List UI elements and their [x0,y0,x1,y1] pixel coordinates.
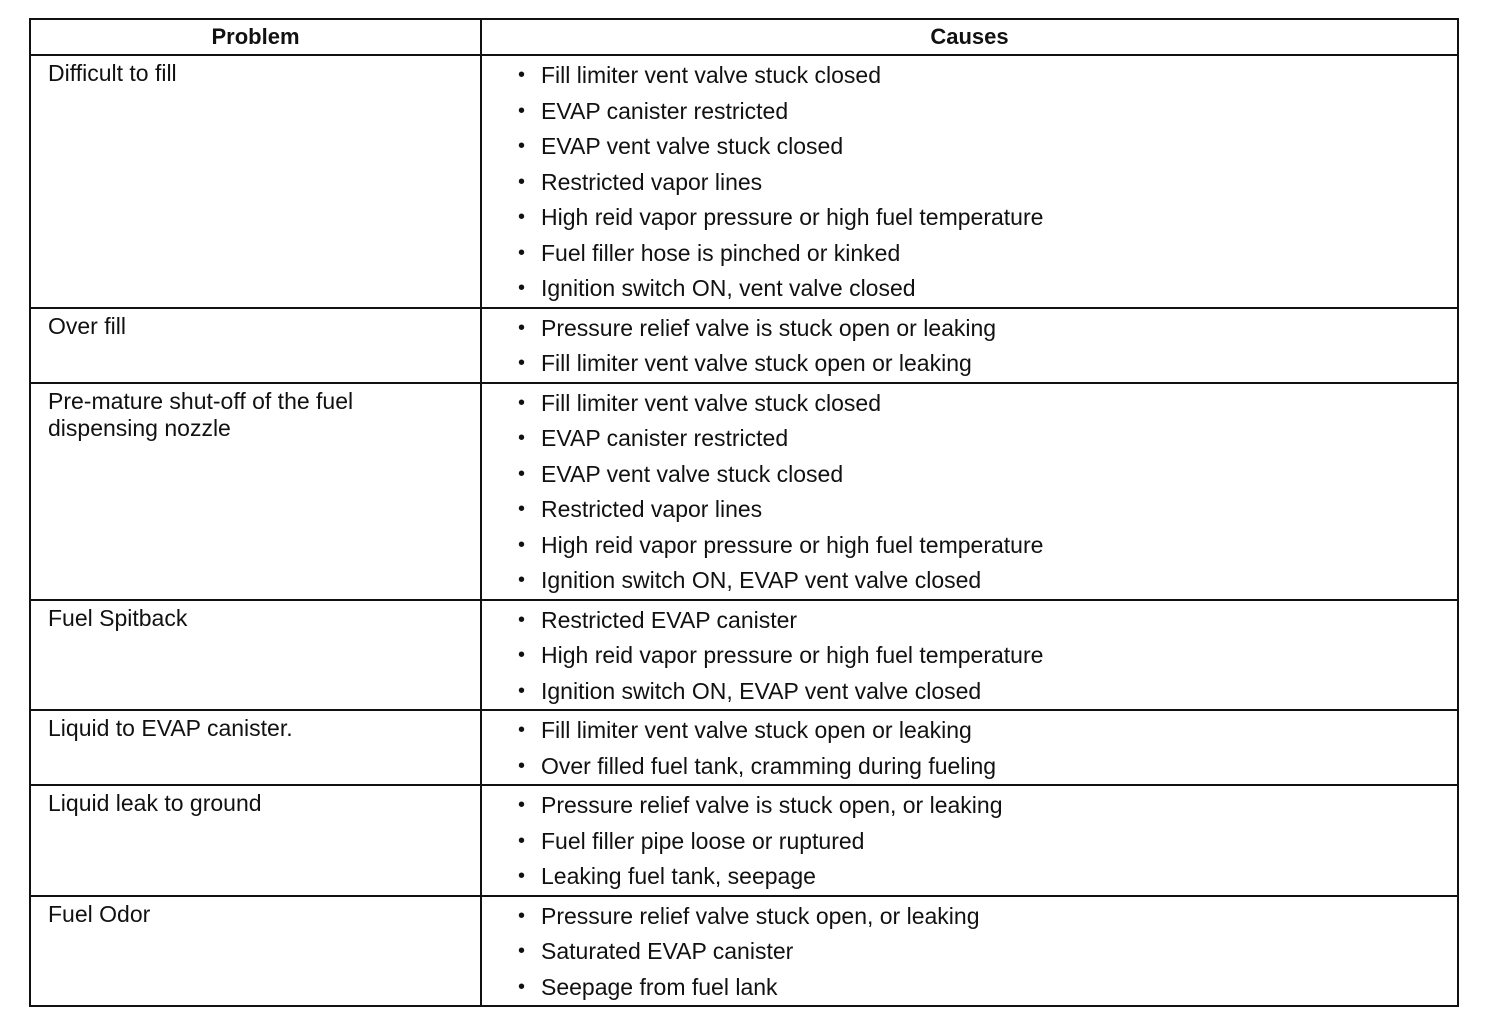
bullet-icon: • [518,569,526,591]
cause-item [516,236,1457,272]
bullet-icon: • [518,865,526,887]
table-body [30,55,1458,1006]
cause-text: High reid vapor pressure or high fuel temperature [541,642,1044,668]
bullet-icon: • [518,206,526,228]
cause-item [516,457,1457,493]
cause-text: Fill limiter vent valve stuck open or leaking [541,717,972,743]
problem-column-header: Problem [30,19,481,55]
problem-cell: Over fill [30,308,481,383]
cause-item [516,603,1457,639]
cause-item [516,749,1457,785]
bullet-icon: • [518,99,526,122]
cause-item [516,386,1457,422]
cause-text: Ignition switch ON, EVAP vent valve closed [541,677,982,704]
bullet-icon: • [518,608,526,631]
header-row [30,19,1458,55]
cause-text: Saturated EVAP canister [541,938,794,964]
cause-text: Seepage from fuel lank [541,973,778,1000]
cause-item [516,934,1457,970]
bullet-icon: • [518,352,526,374]
bullet-icon: • [518,64,526,86]
cause-text: Pressure relief valve is stuck open, or leaking [541,792,1003,818]
cause-item [516,492,1457,528]
cause-text: EVAP canister restricted [541,425,789,451]
table-row [30,55,1458,308]
cause-text: Restricted vapor lines [541,496,763,522]
table-row [30,896,1458,1007]
cause-item [516,713,1457,749]
cause-text: Fill limiter vent valve stuck open or leaking [541,350,972,376]
bullet-icon: • [518,462,526,485]
table-row [30,308,1458,383]
problem-cell: Fuel Spitback [30,600,481,711]
bullet-icon: • [518,427,526,449]
bullet-icon: • [518,498,526,520]
problem-cell: Pre-mature shut-off of the fuel dispensing nozzle [30,383,481,600]
cause-item [516,346,1457,382]
cause-item [516,271,1457,307]
cause-text: EVAP canister restricted [541,97,789,124]
bullet-icon: • [518,170,526,193]
table-row [30,600,1458,711]
bullet-icon: • [518,829,526,852]
cause-item [516,528,1457,564]
problem-cell: Liquid leak to ground [30,785,481,896]
cause-text: Restricted EVAP canister [541,606,798,633]
cause-item [516,788,1457,824]
bullet-icon: • [518,940,526,962]
cause-text: Ignition switch ON, vent valve closed [541,275,916,301]
cause-list [516,311,1457,382]
cause-text: EVAP vent valve stuck closed [541,133,844,159]
cause-list [516,58,1457,307]
cause-item [516,970,1457,1006]
bullet-icon: • [518,533,526,556]
cause-item [516,824,1457,860]
cause-text: High reid vapor pressure or high fuel temperature [541,204,1044,230]
cause-item [516,200,1457,236]
cause-text: Fuel filler hose is pinched or kinked [541,239,901,266]
table-header [30,19,1458,55]
cause-list [516,386,1457,599]
troubleshooting-table [29,18,1459,1007]
table-row [30,785,1458,896]
bullet-icon: • [518,241,526,264]
cause-item [516,165,1457,201]
bullet-icon: • [518,754,526,777]
cause-item [516,563,1457,599]
causes-cell [481,383,1458,600]
table-row [30,710,1458,785]
bullet-icon: • [518,277,526,299]
bullet-icon: • [518,904,526,927]
cause-list [516,788,1457,895]
causes-cell [481,896,1458,1007]
problem-cell: Difficult to fill [30,55,481,308]
cause-item [516,899,1457,935]
cause-text: EVAP vent valve stuck closed [541,460,844,487]
table-row [30,383,1458,600]
bullet-icon: • [518,719,526,741]
causes-cell [481,308,1458,383]
cause-text: Pressure relief valve is stuck open or leaking [541,314,997,341]
cause-list [516,603,1457,710]
cause-text: Fuel filler pipe loose or ruptured [541,827,865,854]
cause-text: Pressure relief valve stuck open, or leaking [541,902,980,929]
cause-text: Fill limiter vent valve stuck closed [541,389,881,416]
cause-text: Restricted vapor lines [541,168,763,195]
causes-cell [481,600,1458,711]
cause-list [516,899,1457,1006]
cause-text: Ignition switch ON, EVAP vent valve closed [541,567,982,593]
cause-text: Over filled fuel tank, cramming during fueling [541,752,997,779]
cause-text: Leaking fuel tank, seepage [541,863,816,889]
problem-cell: Liquid to EVAP canister. [30,710,481,785]
problem-cell: Fuel Odor [30,896,481,1007]
cause-item [516,638,1457,674]
cause-item [516,58,1457,94]
bullet-icon: • [518,794,526,816]
causes-cell [481,710,1458,785]
cause-text: High reid vapor pressure or high fuel temperature [541,531,1044,558]
causes-cell [481,55,1458,308]
cause-item [516,674,1457,710]
cause-list [516,713,1457,784]
cause-item [516,129,1457,165]
bullet-icon: • [518,679,526,702]
bullet-icon: • [518,644,526,666]
bullet-icon: • [518,316,526,339]
cause-item [516,94,1457,130]
causes-column-header: Causes [481,19,1458,55]
cause-text: Fill limiter vent valve stuck closed [541,62,881,88]
causes-cell [481,785,1458,896]
bullet-icon: • [518,975,526,998]
cause-item [516,859,1457,895]
bullet-icon: • [518,391,526,414]
cause-item [516,421,1457,457]
bullet-icon: • [518,135,526,157]
cause-item [516,311,1457,347]
